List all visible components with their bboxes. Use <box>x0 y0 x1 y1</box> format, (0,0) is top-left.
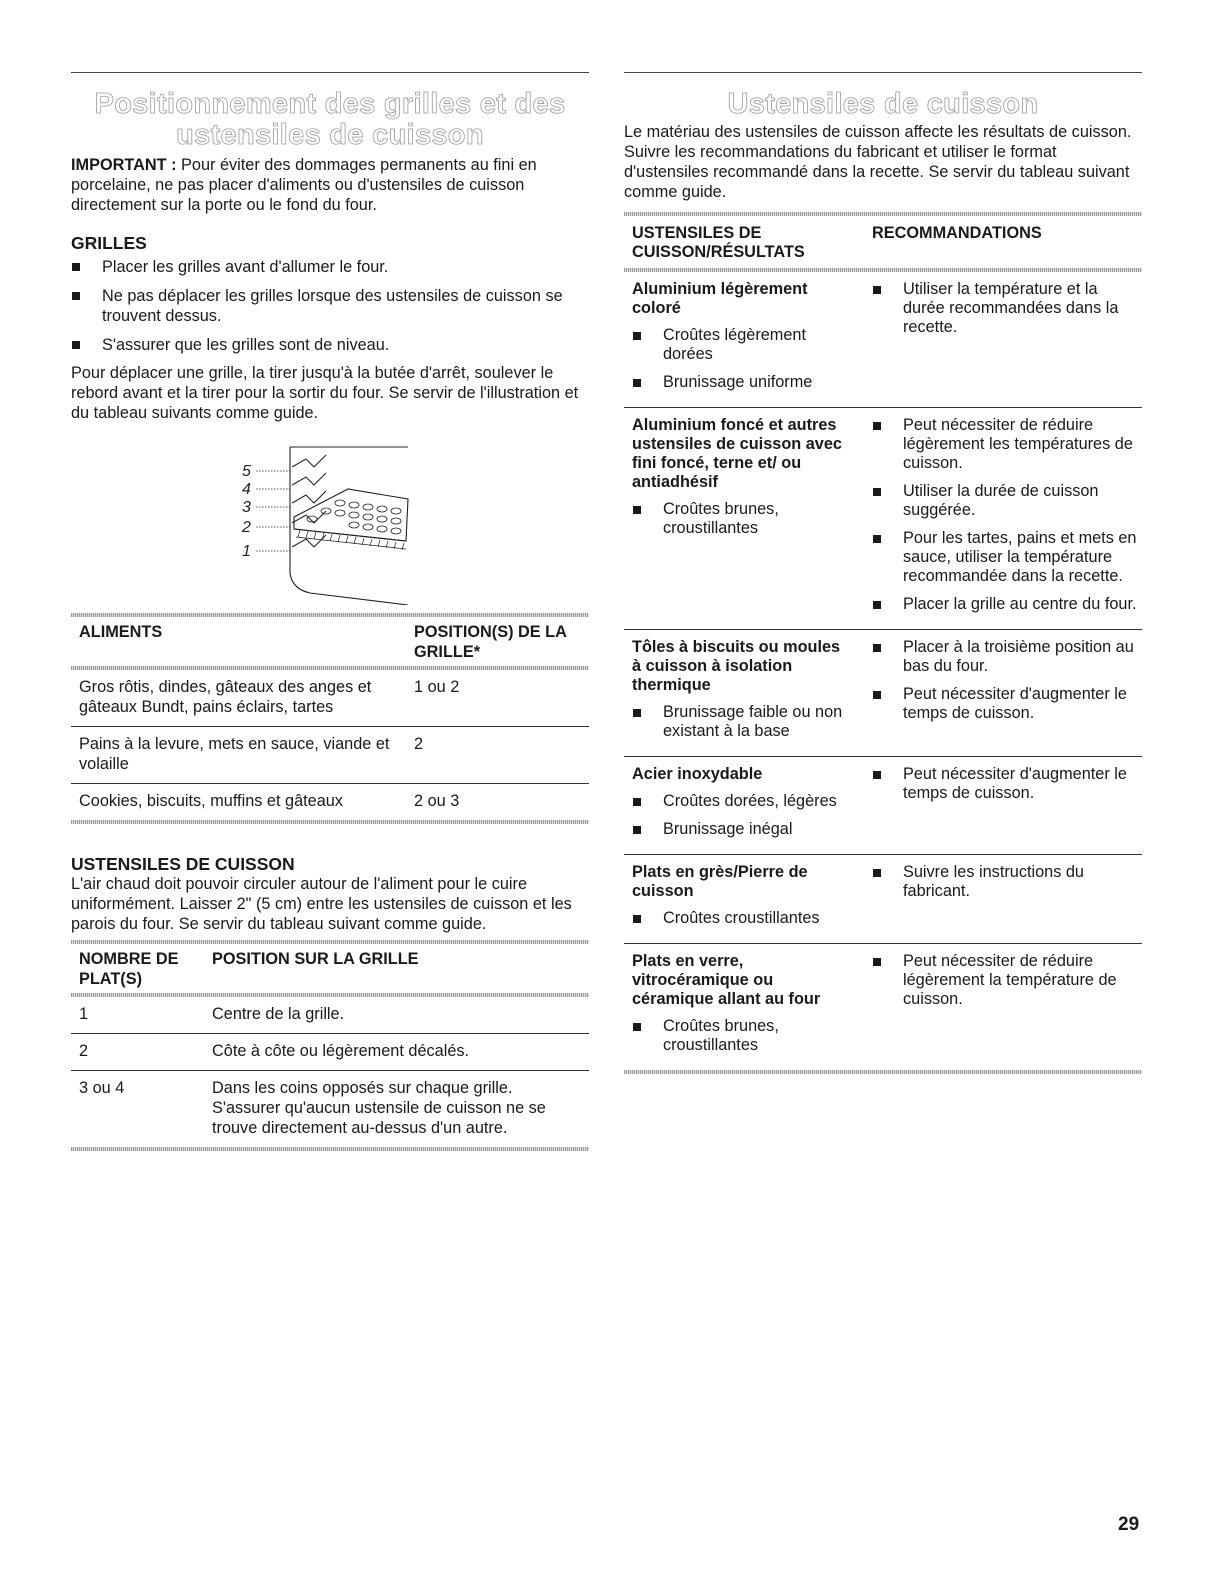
count-cell: 2 <box>71 1034 204 1071</box>
recommendation-cell <box>864 944 1142 1071</box>
count-cell: 3 ou 4 <box>79 1079 125 1097</box>
recommendation-bullet: Utiliser la température et la durée recommandées dans la recette. <box>872 280 1142 337</box>
grilles-title: GRILLES <box>71 233 147 253</box>
recommendation-bullet: Pour les tartes, pains et mets en sauce, utiliser la température recommandée dans la recette. <box>872 529 1142 586</box>
table-row <box>624 630 1142 757</box>
results-list <box>632 500 850 538</box>
important-label: IMPORTANT : <box>71 156 177 174</box>
cookware-name: Aluminium foncé et autres ustensiles de cuisson avec fini foncé, terne et/ ou antiadhésif <box>632 416 842 491</box>
table-header-nombre: NOMBRE DE PLAT(S) <box>79 950 179 988</box>
cookware-name: Acier inoxydable <box>632 765 763 783</box>
rack-number: 1 <box>242 543 251 560</box>
table-row <box>71 1071 589 1148</box>
grilles-bullet: Placer les grilles avant d'allumer le four. <box>71 257 589 277</box>
position-cell: 2 <box>406 727 589 784</box>
recommendation-bullet: Placer la grille au centre du four. <box>872 595 1142 614</box>
recommendation-bullet: Peut nécessiter d'augmenter le temps de cuisson. <box>872 685 1142 723</box>
recommendations-list <box>872 280 1142 337</box>
position-cell: Côte à côte ou légèrement décalés. <box>204 1034 589 1071</box>
result-bullet: Croûtes légèrement dorées <box>632 326 850 364</box>
results-list <box>632 909 850 928</box>
left-column <box>71 72 589 1151</box>
cookware-table <box>624 216 1142 1070</box>
results-list <box>632 703 850 741</box>
plat-position-table <box>71 944 589 1147</box>
table-header-aliments: ALIMENTS <box>79 623 163 641</box>
recommendation-bullet: Suivre les instructions du fabricant. <box>872 863 1142 901</box>
cookware-name: Tôles à biscuits ou moules à cuisson à isolation thermique <box>632 638 841 694</box>
table-header-ustensiles: USTENSILES DE CUISSON/RÉSULTATS <box>632 224 805 261</box>
food-cell: Gros rôtis, dindes, gâteaux des anges et gâteaux Bundt, pains éclairs, tartes <box>71 670 406 727</box>
cookware-name: Plats en verre, vitrocéramique ou céramique allant au four <box>632 952 821 1008</box>
recommendation-cell <box>864 757 1142 855</box>
recommendation-bullet: Utiliser la durée de cuisson suggérée. <box>872 482 1142 520</box>
result-bullet: Brunissage inégal <box>632 820 850 839</box>
cookware-cell <box>624 855 864 944</box>
oven-rack-diagram <box>230 433 430 605</box>
table-header-position-grille: POSITION SUR LA GRILLE <box>212 950 419 968</box>
rack-number: 2 <box>242 519 251 536</box>
result-bullet: Croûtes brunes, croustillantes <box>632 500 850 538</box>
grilles-bullet: Ne pas déplacer les grilles lorsque des ustensiles de cuisson se trouvent dessus. <box>71 286 589 326</box>
top-rule <box>624 72 1142 73</box>
important-text: Pour éviter des dommages permanents au fini en porcelaine, ne pas placer d'aliments ou d'ustensiles de cuisson directement sur la porte ou le fond du four. <box>71 156 537 214</box>
recommendation-bullet: Peut nécessiter de réduire légèrement les températures de cuisson. <box>872 416 1142 473</box>
cookware-name: Plats en grès/Pierre de cuisson <box>632 863 808 900</box>
food-position-table <box>71 617 589 820</box>
recommendation-cell <box>864 408 1142 630</box>
position-cell: Centre de la grille. <box>204 997 589 1034</box>
cookware-cell <box>624 272 864 408</box>
recommendation-bullet: Peut nécessiter de réduire légèrement la température de cuisson. <box>872 952 1142 1009</box>
rack-number: 3 <box>242 499 251 516</box>
table-row <box>71 784 589 821</box>
table-row <box>71 670 589 727</box>
ustensiles-text: L'air chaud doit pouvoir circuler autour de l'aliment pour le cuire uniformément. Laisser 2" (5 cm) entre les ustensiles de cuisson et les parois du four. Se servir du tableau suivant comme guide. <box>71 875 572 933</box>
page-number: 29 <box>1118 1514 1140 1535</box>
section-heading: Positionnement des grilles et des ustensiles de cuisson <box>94 88 566 151</box>
cookware-cell <box>624 757 864 855</box>
position-cell: Dans les coins opposés sur chaque grille. S'assurer qu'aucun ustensile de cuisson ne se trouve directement au-dessus d'un autre. <box>212 1079 546 1137</box>
cookware-cell <box>624 408 864 630</box>
result-bullet: Brunissage faible ou non existant à la base <box>632 703 850 741</box>
result-bullet: Brunissage uniforme <box>632 373 850 392</box>
result-bullet: Croûtes croustillantes <box>632 909 850 928</box>
count-cell: 1 <box>71 997 204 1034</box>
table-rule <box>624 1070 1142 1074</box>
section-heading: Ustensiles de cuisson <box>727 88 1039 120</box>
recommendation-cell <box>864 630 1142 757</box>
table-header-position: POSITION(S) DE LA GRILLE* <box>414 623 567 661</box>
results-list <box>632 1017 850 1055</box>
right-column <box>624 72 1142 1074</box>
cookware-cell <box>624 630 864 757</box>
move-rack-text: Pour déplacer une grille, la tirer jusqu'à la butée d'arrêt, soulever le rebord avant et la tirer pour la sortir du four. Se servir de l'illustration et du tableau suivants comme guide. <box>71 364 579 422</box>
top-rule <box>71 72 589 73</box>
table-row <box>71 727 589 784</box>
table-header-recommandations: RECOMMANDATIONS <box>872 224 1042 242</box>
table-row <box>624 757 1142 855</box>
table-row <box>624 408 1142 630</box>
food-cell: Cookies, biscuits, muffins et gâteaux <box>79 792 343 810</box>
rack-number: 4 <box>242 481 251 498</box>
recommendations-list <box>872 416 1142 614</box>
results-list <box>632 326 850 392</box>
grilles-list <box>71 257 589 355</box>
recommendation-cell <box>864 272 1142 408</box>
results-list <box>632 792 850 839</box>
table-row <box>624 944 1142 1071</box>
important-note <box>71 155 589 215</box>
cookware-cell <box>624 944 864 1071</box>
table-rule <box>71 820 589 824</box>
table-row <box>624 272 1142 408</box>
cookware-name: Aluminium légèrement coloré <box>632 280 808 317</box>
table-rule <box>71 1147 589 1151</box>
position-cell: 1 ou 2 <box>406 670 589 727</box>
rack-number: 5 <box>242 463 251 480</box>
grilles-bullet: S'assurer que les grilles sont de niveau. <box>71 335 589 355</box>
result-bullet: Croûtes dorées, légères <box>632 792 850 811</box>
recommendations-list <box>872 638 1142 723</box>
recommendation-cell <box>864 855 1142 944</box>
cookware-intro: Le matériau des ustensiles de cuisson affecte les résultats de cuisson. Suivre les recommandations du fabricant et utiliser le format d'ustensiles recommandé dans la recette. Se servir du tableau suivant comme guide. <box>624 123 1132 201</box>
recommendation-bullet: Peut nécessiter d'augmenter le temps de cuisson. <box>872 765 1142 803</box>
result-bullet: Croûtes brunes, croustillantes <box>632 1017 850 1055</box>
food-cell: Pains à la levure, mets en sauce, viande et volaille <box>71 727 406 784</box>
recommendations-list <box>872 765 1142 803</box>
position-cell: 2 ou 3 <box>414 792 460 810</box>
ustensiles-title: USTENSILES DE CUISSON <box>71 854 295 874</box>
recommendations-list <box>872 863 1142 901</box>
table-row <box>71 1034 589 1071</box>
table-row <box>71 997 589 1034</box>
recommendation-bullet: Placer à la troisième position au bas du four. <box>872 638 1142 676</box>
table-row <box>624 855 1142 944</box>
recommendations-list <box>872 952 1142 1009</box>
